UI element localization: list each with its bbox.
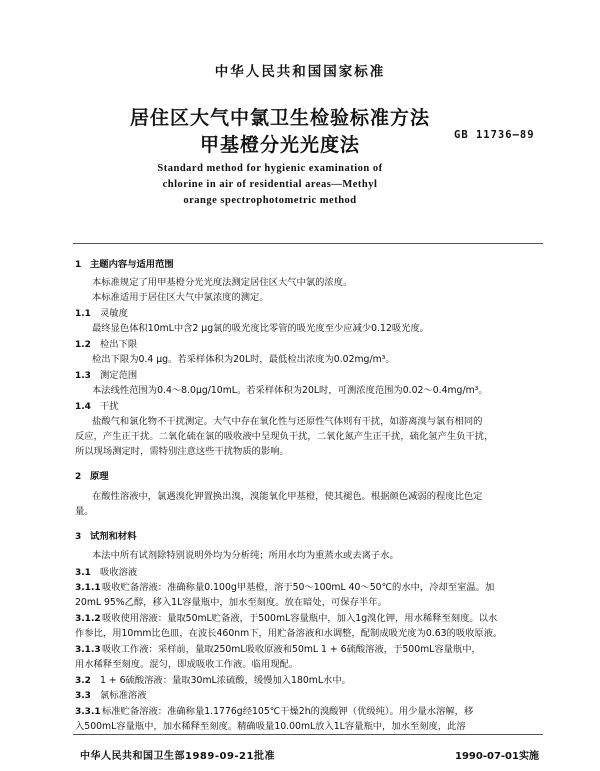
paragraph-line: 标准贮备溶液：准确称量1.1776g经105℃干燥2h的溴酸钾（优级纯）。用少量水溶解，移 xyxy=(102,706,474,717)
section-number: 1 xyxy=(75,260,82,270)
standard-number: GB 11736—89 xyxy=(454,129,535,141)
paragraph-line: 在酸性溶液中，氯遇溴化钾置换出溴，溴能氧化甲基橙，使其褪色。根据颜色减弱的程度比色定 xyxy=(92,491,483,502)
section-number: 3.1 xyxy=(75,568,91,578)
section-number: 3.3 xyxy=(75,691,91,701)
paragraph-line: 吸收贮备溶液：准确称量0.100g甲基橙，溶于50～100mL 40～50℃的水中，冷却至室温。加 xyxy=(102,582,495,593)
section-heading: 测定范围 xyxy=(100,370,138,381)
section-number: 3.1.1 xyxy=(75,583,101,593)
section-heading: 原理 xyxy=(90,471,109,482)
paragraph-line: 量。 xyxy=(75,506,94,517)
section-number: 1.4 xyxy=(75,402,91,412)
paragraph-line: 入500mL容量瓶中，加水稀释至刻度。精确吸量10.00mL放入1L容量瓶中，加水至刻度，此溶 xyxy=(75,721,466,732)
section-number: 3 xyxy=(75,532,82,542)
section-number: 1.1 xyxy=(75,309,91,319)
paragraph-line: 本标准适用于居住区大气中氯浓度的测定。 xyxy=(92,292,269,303)
paragraph-line: 1 + 6硫酸溶液：量取30mL浓硫酸，缓慢加入180mL水中。 xyxy=(100,675,351,686)
section-number: 2 xyxy=(75,472,82,482)
section-heading: 干扰 xyxy=(100,401,119,412)
document-title-line2: 甲基橙分光光度法 xyxy=(199,134,360,156)
approval-date: 中华人民共和国卫生部1989-09-21批准 xyxy=(80,751,275,762)
section-number: 3.1.2 xyxy=(75,614,101,624)
section-number: 3.3.1 xyxy=(75,707,101,717)
paragraph-line: 吸收使用溶液：量取50mL贮备液，于500mL容量瓶中，加入1g溴化钾，用水稀释至刻度。以水 xyxy=(102,613,498,624)
section-number: 1.2 xyxy=(75,340,91,350)
effective-date: 1990-07-01实施 xyxy=(455,751,539,762)
paragraph-line: 所以现场测定时，需特别注意这些干扰物质的影响。 xyxy=(75,446,289,457)
issuing-authority: 中华人民共和国国家标准 xyxy=(214,64,386,80)
section-number: 3.2 xyxy=(75,676,91,686)
paragraph-line: 作参比，用10mm比色皿，在波长460nm下，用贮备溶液和水调整，配制成吸光度为0.63的吸收原液。 xyxy=(75,628,503,639)
paragraph-line: 最终显色体积10mL中含2 μg氯的吸光度比零管的吸光度至少应减少0.12吸光度。 xyxy=(92,323,430,334)
paragraph-line: 吸收工作液：采样前，量取250mL吸收原液和50mL 1 + 6硫酸溶液，于500mL容量瓶中， xyxy=(102,644,481,655)
section-number: 3.1.3 xyxy=(75,645,101,655)
paragraph-line: 检出下限为0.4 μg。若采样体积为20L时，最低检出浓度为0.02mg/m³。 xyxy=(92,354,395,365)
paragraph-line: 本法线性范围为0.4～8.0μg/10mL。若采样体积为20L时，可测浓度范围为0.02～0.4mg/m³。 xyxy=(92,385,488,396)
section-heading: 氯标准溶液 xyxy=(100,690,147,701)
paragraph-line: 本标准规定了用甲基橙分光光度法测定居住区大气中氯的浓度。 xyxy=(92,277,353,288)
paragraph-line: 盐酸气和氯化物不干扰测定。大气中存在氧化性与还原性气体则有干扰，如游离溴与氯有相同的 xyxy=(92,416,483,427)
section-heading: 试剂和材料 xyxy=(90,531,137,542)
section-heading: 灵敏度 xyxy=(100,308,128,319)
section-heading: 吸收溶液 xyxy=(100,567,138,578)
paragraph-line: 本法中所有试剂除特别说明外均为分析纯；所用水均为重蒸水或去离子水。 xyxy=(92,550,399,561)
section-number: 1.3 xyxy=(75,371,91,381)
english-title-line2: chlorine in air of residential areas—Methyl xyxy=(162,179,378,190)
english-title-line3: orange spectrophotometric method xyxy=(183,195,357,206)
paragraph-line: 反应，产生正干扰。二氧化硫在氯的吸收液中呈现负干扰，二氧化氮产生正干扰，硫化氢产生负干扰， xyxy=(75,431,494,442)
section-heading: 检出下限 xyxy=(100,339,138,350)
top-divider xyxy=(73,243,543,244)
document-title-line1: 居住区大气中氯卫生检验标准方法 xyxy=(129,107,430,129)
paragraph-line: 20mL 95%乙醇，移入1L容量瓶中，加水至刻度。放在暗处，可保存半年。 xyxy=(75,597,387,608)
english-title-line1: Standard method for hygienic examination of xyxy=(157,163,383,174)
section-heading: 主题内容与适用范围 xyxy=(90,259,174,270)
paragraph-line: 用水稀释至刻度。混匀，即成吸收工作液。临用现配。 xyxy=(75,659,299,670)
bottom-divider xyxy=(73,734,543,735)
